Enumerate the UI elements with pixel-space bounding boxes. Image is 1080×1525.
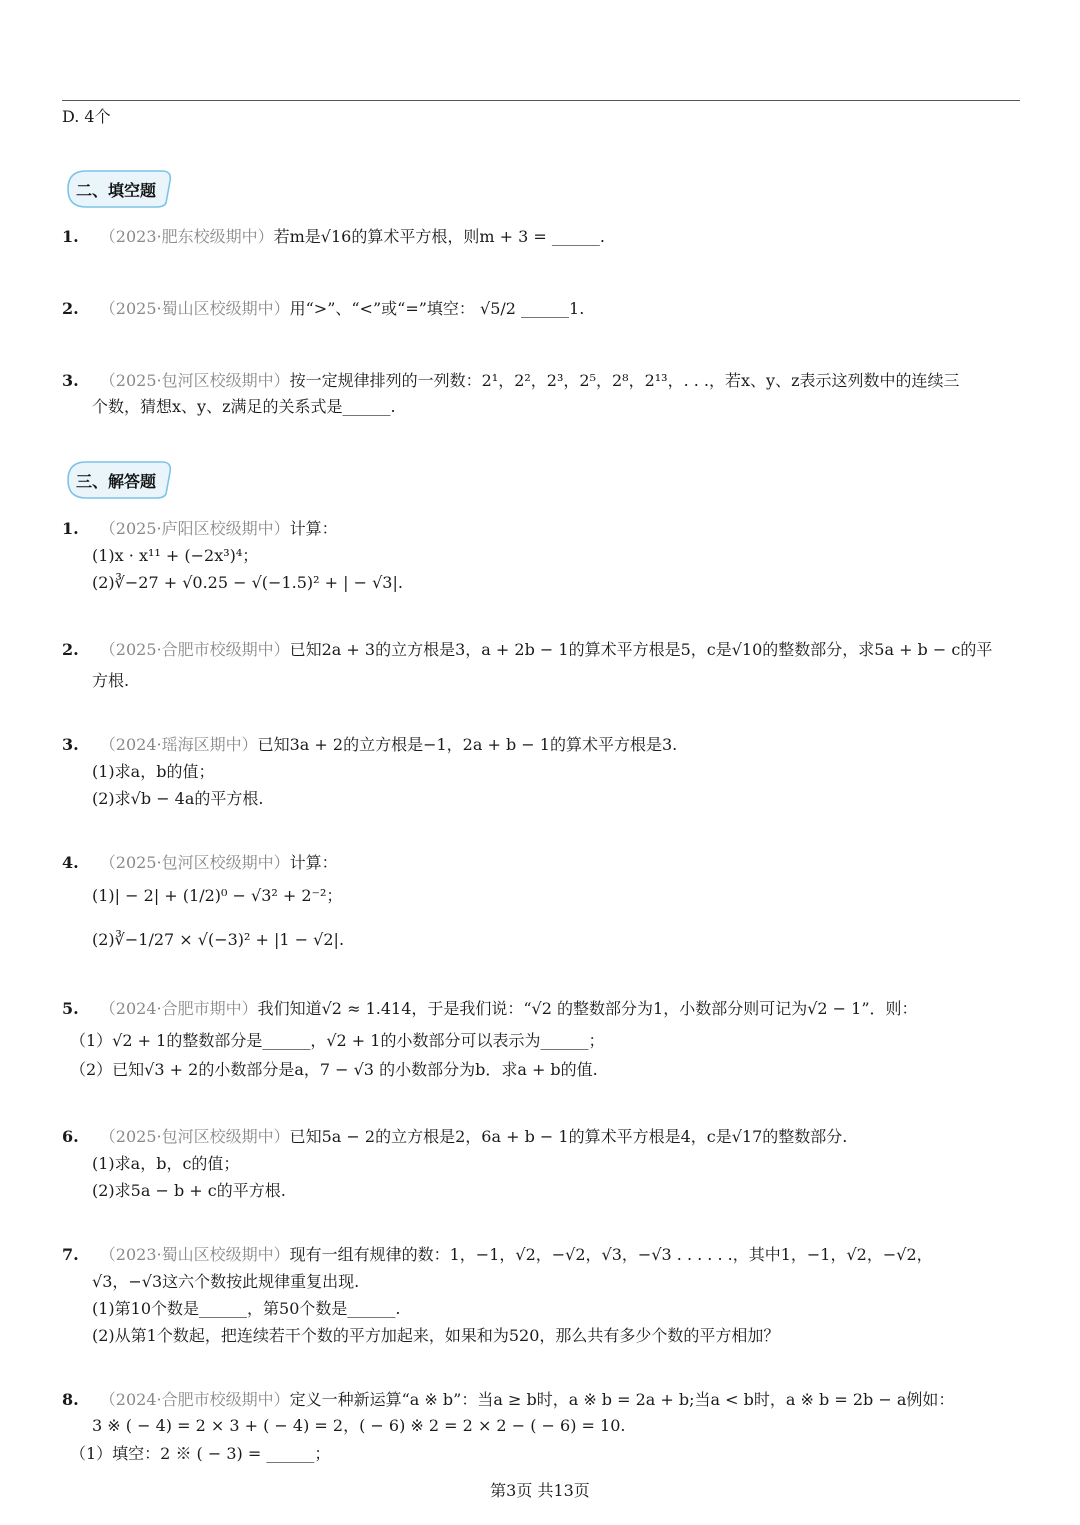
sub-question: （1）√2 + 1的整数部分是______，√2 + 1的小数部分可以表示为______； bbox=[70, 1031, 605, 1050]
q-source: （2025·庐阳区校级期中） bbox=[99, 519, 290, 538]
q-number: 3. bbox=[62, 371, 79, 390]
fill-question-1 bbox=[62, 226, 605, 248]
header-rule bbox=[62, 100, 1020, 101]
sub-question: (1)第10个数是______，第50个数是______. bbox=[92, 1299, 401, 1318]
sub-question: （2）已知√3 + 2的小数部分是a，7 − √3 的小数部分为b．求a + b的值. bbox=[70, 1060, 598, 1079]
section-badge-fill bbox=[62, 169, 174, 209]
sub-question: √3，−√3这六个数按此规律重复出现. bbox=[92, 1272, 360, 1291]
q-number: 7. bbox=[62, 1245, 79, 1264]
q-source: （2024·合肥市校级期中） bbox=[99, 1390, 290, 1409]
q-number: 2. bbox=[62, 299, 79, 318]
sub-question: (1)求a，b，c的值； bbox=[92, 1154, 240, 1173]
q-text: 用“>”、“<”或“=”填空： √5/2 ______1. bbox=[289, 299, 585, 318]
option-d: D. 4个 bbox=[62, 107, 111, 126]
sub-question: (1)求a，b的值； bbox=[92, 762, 215, 781]
answer-question-4 bbox=[62, 852, 338, 874]
sub-question: （1）填空：2 ※ ( − 3) = ______； bbox=[70, 1444, 331, 1463]
section-title-fill: 二、填空题 bbox=[76, 181, 157, 200]
sub-question: (2)求√b − 4a的平方根. bbox=[92, 789, 264, 808]
sub-question: (2)求5a − b + c的平方根. bbox=[92, 1181, 286, 1200]
q-number: 5. bbox=[62, 999, 79, 1018]
q-source: （2023·肥东校级期中） bbox=[99, 227, 274, 246]
sub-question: (2)从第1个数起，把连续若干个数的平方加起来，如果和为520，那么共有多少个数的平方相加？ bbox=[92, 1326, 780, 1345]
sub-question: (2)∛−27 + √0.25 − √(−1.5)² + | − √3|. bbox=[92, 573, 403, 592]
q-source: （2024·合肥市期中） bbox=[99, 999, 258, 1018]
answer-question-8 bbox=[62, 1389, 954, 1411]
q-text: 已知5a − 2的立方根是2，6a + b − 1的算术平方根是4，c是√17的整数部分. bbox=[289, 1127, 848, 1146]
q-number: 1. bbox=[62, 519, 79, 538]
q-text: 已知2a + 3的立方根是3，a + 2b − 1的算术平方根是5，c是√10的整数部分，求5a + b − c的平 bbox=[289, 640, 993, 659]
answer-question-2 bbox=[62, 639, 992, 661]
q-text: 计算： bbox=[289, 853, 338, 872]
q-text: 我们知道√2 ≈ 1.414，于是我们说：“√2 的整数部分为1，小数部分则可记为√2 − 1”．则： bbox=[257, 999, 918, 1018]
q-source: （2024·瑶海区期中） bbox=[99, 735, 258, 754]
answer-question-7 bbox=[62, 1244, 933, 1266]
page-footer: 第3页 共13页 bbox=[490, 1481, 590, 1500]
fill-question-3 bbox=[62, 370, 960, 392]
sub-question: (2)∛−1/27 × √(−3)² + |1 − √2|. bbox=[92, 930, 345, 949]
answer-question-2-cont: 方根. bbox=[92, 671, 130, 690]
sub-question: (1)x · x¹¹ + (−2x³)⁴； bbox=[92, 546, 259, 565]
section-title-answer: 三、解答题 bbox=[76, 472, 157, 491]
q-text: 按一定规律排列的一列数：2¹，2²，2³，2⁵，2⁸，2¹³，. . .，若x、y、z表示这列数中的连续三 bbox=[289, 371, 960, 390]
q-source: （2023·蜀山区校级期中） bbox=[99, 1245, 290, 1264]
q-source: （2025·包河区校级期中） bbox=[99, 371, 290, 390]
q-text: 计算： bbox=[289, 519, 338, 538]
q-number: 4. bbox=[62, 853, 79, 872]
q-text: 已知3a + 2的立方根是−1，2a + b − 1的算术平方根是3. bbox=[257, 735, 678, 754]
section-badge-answer bbox=[62, 460, 174, 500]
answer-question-3 bbox=[62, 734, 677, 756]
q-number: 2. bbox=[62, 640, 79, 659]
sub-question: 3 ※ ( − 4) = 2 × 3 + ( − 4) = 2，( − 6) ※ 2 = 2 × 2 − ( − 6) = 10. bbox=[92, 1416, 626, 1435]
q-number: 3. bbox=[62, 735, 79, 754]
q-source: （2025·包河区校级期中） bbox=[99, 853, 290, 872]
fill-question-2 bbox=[62, 298, 584, 320]
answer-question-5 bbox=[62, 998, 918, 1020]
q-text: 若m是√16的算术平方根，则m + 3 = ______. bbox=[273, 227, 605, 246]
q-source: （2025·合肥市校级期中） bbox=[99, 640, 290, 659]
answer-question-1 bbox=[62, 518, 338, 540]
fill-question-3-cont: 个数，猜想x、y、z满足的关系式是______. bbox=[92, 397, 396, 416]
q-source: （2025·蜀山区校级期中） bbox=[99, 299, 290, 318]
q-text: 现有一组有规律的数：1，−1，√2，−√2，√3，−√3 . . . . . .，其中1，−1，√2，−√2， bbox=[289, 1245, 933, 1264]
q-text: 定义一种新运算“a ※ b”：当a ≥ b时，a ※ b = 2a + b;当a < b时，a ※ b = 2b − a例如： bbox=[289, 1390, 955, 1409]
answer-question-6 bbox=[62, 1126, 847, 1148]
sub-question: (1)| − 2| + (1/2)⁰ − √3² + 2⁻²； bbox=[92, 886, 343, 905]
q-source: （2025·包河区校级期中） bbox=[99, 1127, 290, 1146]
q-number: 8. bbox=[62, 1390, 79, 1409]
q-number: 6. bbox=[62, 1127, 79, 1146]
q-number: 1. bbox=[62, 227, 79, 246]
